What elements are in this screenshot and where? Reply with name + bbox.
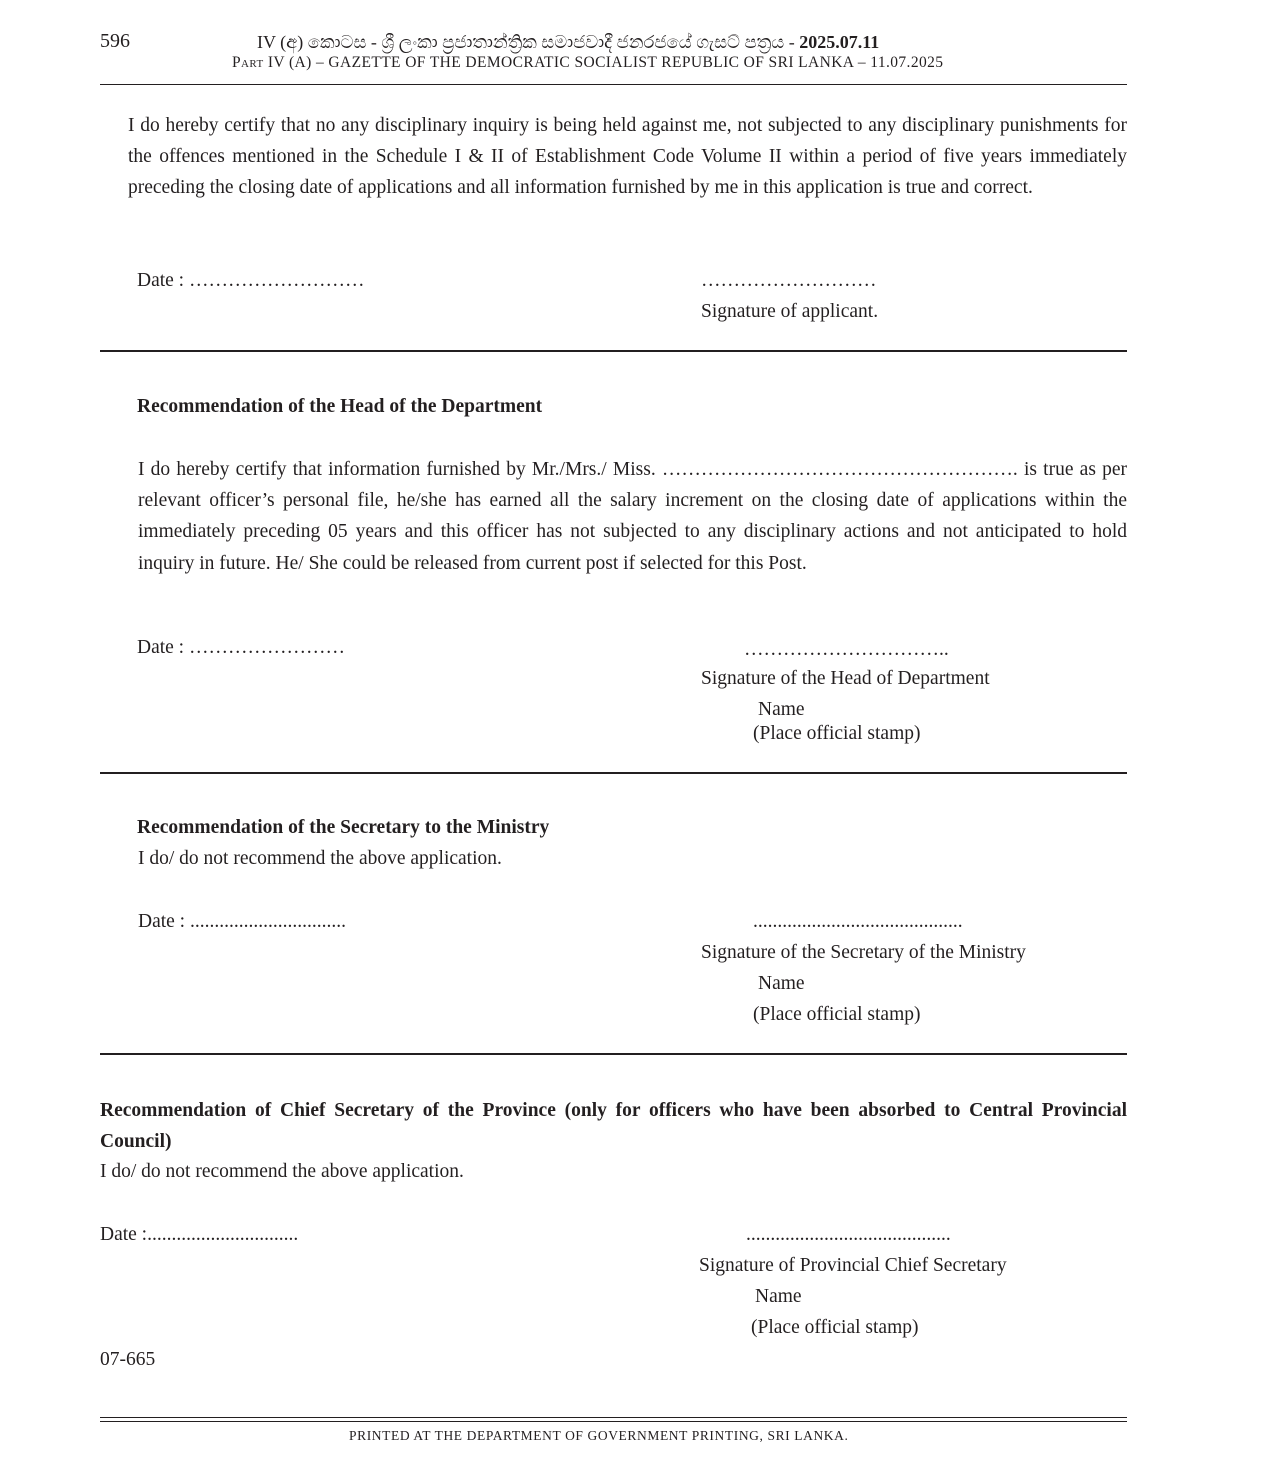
applicant-signature-label: Signature of applicant.: [701, 301, 879, 322]
footer-divider-bottom: [100, 1421, 1127, 1422]
applicant-certification: I do hereby certify that no any disciplinary inquiry is being held against me, not subjected to any disciplinary punishments for the offences mentioned in the Schedule I & II of Establishment Code Volume II within a period of five years immediately preceding the closing date of applications and all information furnished by me in this application is true and correct.: [128, 115, 1127, 199]
header-divider: [100, 84, 1127, 85]
section-divider-1: [100, 350, 1127, 352]
head-of-department-date-field: Date : ……………………: [137, 637, 345, 658]
page-number: 596: [100, 30, 130, 52]
head-of-department-signature-line: …………………………..: [744, 639, 949, 660]
secretary-ministry-signature-label: Signature of the Secretary of the Ministry: [701, 942, 1026, 963]
chief-secretary-signature-label: Signature of Provincial Chief Secretary: [699, 1255, 1007, 1276]
reference-code: 07-665: [100, 1349, 156, 1370]
chief-secretary-statement: I do/ do not recommend the above application.: [100, 1161, 464, 1182]
section-divider-2: [100, 772, 1127, 774]
applicant-date-field: Date : ………………………: [137, 270, 365, 291]
secretary-ministry-heading: Recommendation of the Secretary to the Ministry: [137, 817, 550, 838]
chief-secretary-date-field: Date :...............................: [100, 1224, 299, 1245]
chief-secretary-heading: Recommendation of Chief Secretary of the Province (only for officers who have been absorbed to Central Provincial Council): [100, 1100, 1127, 1153]
secretary-ministry-name-label: Name: [758, 973, 805, 994]
secretary-ministry-stamp-label: (Place official stamp): [753, 1004, 921, 1025]
secretary-ministry-signature-line: ...........................................: [753, 911, 963, 932]
printer-imprint: PRINTED AT THE DEPARTMENT OF GOVERNMENT PRINTING, SRI LANKA.: [349, 1428, 849, 1443]
gazette-title-sinhala: [257, 32, 879, 53]
head-of-department-name-label: Name: [758, 699, 805, 720]
footer-divider-top: [100, 1417, 1127, 1418]
secretary-ministry-date-field: Date : ................................: [138, 911, 346, 932]
head-of-department-heading: Recommendation of the Head of the Department: [137, 396, 543, 417]
head-of-department-signature-label: Signature of the Head of Department: [701, 668, 990, 689]
gazette-title-english: Part IV (A) – GAZETTE OF THE DEMOCRATIC SOCIALIST REPUBLIC OF SRI LANKA – 11.07.2025: [232, 54, 944, 71]
applicant-signature-line: ………………………: [701, 270, 877, 291]
chief-secretary-signature-line: ..........................................: [746, 1224, 951, 1245]
secretary-ministry-statement: I do/ do not recommend the above application.: [138, 848, 502, 869]
section-divider-3: [100, 1053, 1127, 1055]
head-of-department-certification: I do hereby certify that information furnished by Mr./Mrs./ Miss. ………………………………………………. is true as per relevant officer’s personal file, he/she has earned all the salary increment on the closing date of applications within the immediately preceding 05 years and this officer has not subjected to any disciplinary actions and not anticipated to hold inquiry in future. He/ She could be released from current post if selected for this Post.: [138, 459, 1127, 574]
chief-secretary-name-label: Name: [755, 1286, 802, 1307]
gazette-date-sinhala: 2025.07.11: [799, 32, 880, 52]
head-of-department-stamp-label: (Place official stamp): [753, 723, 921, 744]
gazette-title-sinhala-text: IV (අ) කොටස - ශ්‍රී ලංකා ප්‍රජාතාන්ත්‍රික සමාජවාදී ජනරජයේ ගැසට් පත්‍රය -: [257, 32, 800, 52]
chief-secretary-stamp-label: (Place official stamp): [751, 1317, 919, 1338]
